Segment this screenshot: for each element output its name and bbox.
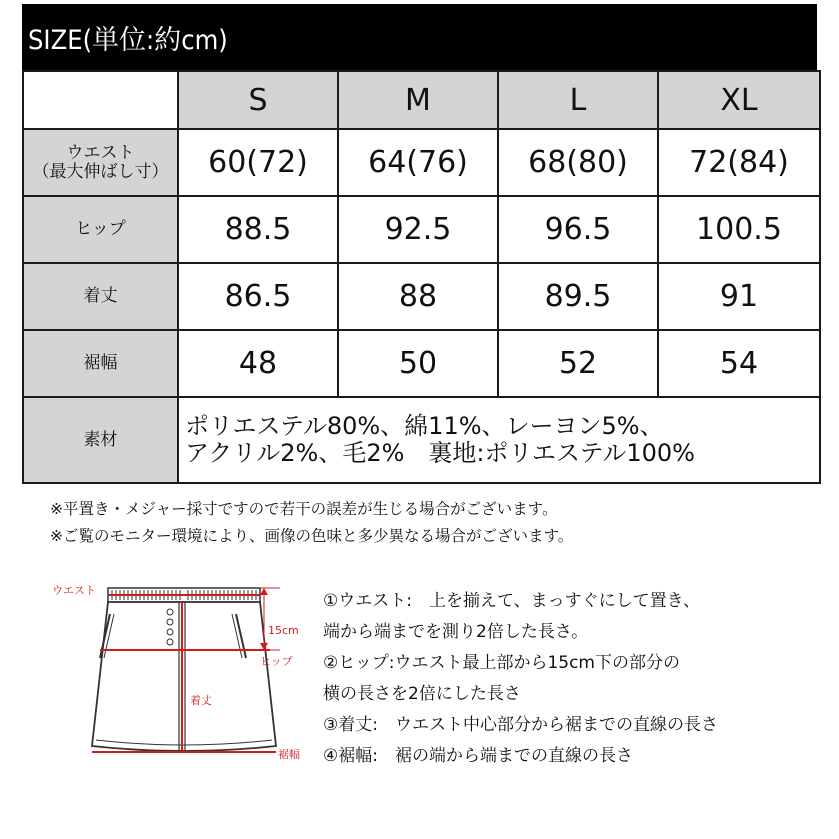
size-table bbox=[22, 70, 821, 484]
page-title: SIZE(単位:約cm) bbox=[28, 25, 228, 56]
hem-m: 50 bbox=[338, 330, 498, 397]
hip-label: ヒップ bbox=[260, 655, 293, 668]
measure-15cm-label: 15cm bbox=[268, 624, 299, 637]
hip-s: 88.5 bbox=[178, 196, 338, 263]
material-line1: ポリエステル80%、綿11%、レーヨン5%、 bbox=[185, 412, 664, 440]
row-label-waist-line1: ウエスト bbox=[66, 142, 135, 163]
waist-s: 60(72) bbox=[178, 129, 338, 196]
table-row-length bbox=[23, 263, 820, 330]
note-measurement: ※平置き・メジャー採寸ですので若干の誤差が生じる場合がございます。 bbox=[50, 500, 558, 518]
desc-hem: ④裾幅: 裾の端から端までの直線の長さ bbox=[323, 746, 633, 766]
size-header-s: S bbox=[178, 71, 338, 129]
row-label-hem: 裾幅 bbox=[23, 330, 178, 397]
desc-hip-2: 横の長さを2倍にした長さ bbox=[323, 684, 521, 704]
desc-waist-1: ①ウエスト: 上を揃えて、まっすぐにして置き、 bbox=[323, 591, 700, 611]
waist-xl: 72(84) bbox=[658, 129, 820, 196]
hem-l: 52 bbox=[498, 330, 658, 397]
material-cell bbox=[178, 397, 820, 483]
material-line2: アクリル2%、毛2% 裏地:ポリエステル100% bbox=[185, 439, 695, 467]
size-header-xl: XL bbox=[658, 71, 820, 129]
length-label: 着丈 bbox=[190, 694, 212, 707]
table-row-hip bbox=[23, 196, 820, 263]
table-row-material bbox=[23, 397, 820, 483]
row-label-material: 素材 bbox=[23, 397, 178, 483]
waist-l: 68(80) bbox=[498, 129, 658, 196]
hip-m: 92.5 bbox=[338, 196, 498, 263]
length-l: 89.5 bbox=[498, 263, 658, 330]
arrow-up-icon bbox=[260, 588, 268, 595]
length-s: 86.5 bbox=[178, 263, 338, 330]
hem-label: 裾幅 bbox=[278, 748, 300, 761]
desc-waist-2: 端から端までを測り2倍した長さ。 bbox=[323, 622, 589, 642]
hem-s: 48 bbox=[178, 330, 338, 397]
size-header-row bbox=[23, 71, 820, 129]
length-xl: 91 bbox=[658, 263, 820, 330]
hip-l: 96.5 bbox=[498, 196, 658, 263]
hip-xl: 100.5 bbox=[658, 196, 820, 263]
row-label-hip: ヒップ bbox=[23, 196, 178, 263]
table-row-waist bbox=[23, 129, 820, 196]
row-label-waist-line2: （最大伸ばし寸） bbox=[32, 161, 169, 182]
waist-m: 64(76) bbox=[338, 129, 498, 196]
row-label-waist bbox=[23, 129, 178, 196]
desc-length: ③着丈: ウエスト中心部分から裾までの直線の長さ bbox=[323, 715, 718, 735]
title-bar bbox=[22, 4, 817, 70]
length-m: 88 bbox=[338, 263, 498, 330]
size-header-l: L bbox=[498, 71, 658, 129]
skirt-body bbox=[92, 602, 276, 751]
desc-hip-1: ②ヒップ:ウエスト最上部から15cm下の部分の bbox=[323, 653, 680, 673]
waist-label: ウエスト bbox=[52, 584, 96, 597]
skirt-diagram bbox=[40, 570, 320, 780]
corner-cell bbox=[23, 71, 178, 129]
note-monitor: ※ご覧のモニター環境により、画像の色味と多少異なる場合がございます。 bbox=[50, 527, 574, 545]
hem-xl: 54 bbox=[658, 330, 820, 397]
size-header-m: M bbox=[338, 71, 498, 129]
table-row-hem bbox=[23, 330, 820, 397]
row-label-length: 着丈 bbox=[23, 263, 178, 330]
